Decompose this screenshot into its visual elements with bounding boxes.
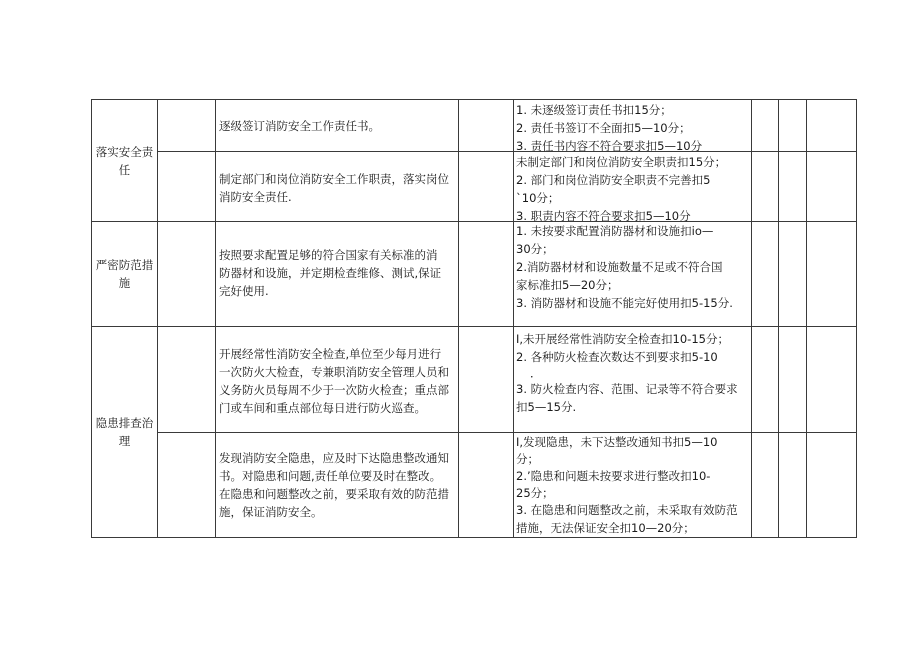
penalty-cell [514,330,752,430]
row-divider [157,432,857,433]
penalty-text: I,未开展经常性消防安全检查扣10-15分； [516,332,729,346]
column-divider [778,99,779,538]
penalty-cell [514,222,752,325]
penalty-text: 25分； [516,486,554,500]
penalty-cell [514,101,752,151]
category-cell [92,100,157,221]
category-cell [92,327,157,537]
penalty-text: 3. 消防器材和设施不能完好使用扣5-15分. [516,296,733,310]
requirement-cell [216,117,459,149]
penalty-text: ． [530,366,542,380]
category-label: 落实安全责 [95,144,154,159]
category-label: 理 [118,434,131,448]
penalty-text: 2. 责任书签订不全面扣5—10分； [516,121,691,135]
penalty-text: 2.消防器材材和设施数量不足或不符合国 [516,260,723,274]
requirement-text: 一次防火大检查，专兼职消防安全管理人员和 [219,365,449,379]
table-border-top [91,99,857,100]
penalty-cell [514,153,752,221]
requirement-text: 逐级签订消防安全工作责任书。 [219,119,380,133]
requirement-text: 制定部门和岗位消防安全工作职责，落实岗位 [219,172,449,186]
penalty-text: 1. 未逐级签订责任书扣15分； [516,103,672,117]
requirement-text: 开展经常性消防安全检查,单位至少每月进行 [219,347,442,361]
requirement-cell [216,170,459,218]
category-label: 严密防范措 [95,258,154,272]
penalty-text: 措施，无法保证安全扣10—20分； [516,521,695,535]
requirement-cell [216,345,459,425]
penalty-text: 分； [516,452,539,466]
penalty-text: 扣5—15分. [516,400,577,414]
penalty-text: 2.’隐患和问题未按要求进行整改扣10- [516,469,711,483]
category-label: 任 [118,162,131,177]
penalty-text: 30分； [516,242,554,256]
category-cell [92,222,157,326]
penalty-text: 3. 防火检查内容、范围、记录等不符合要求 [516,382,738,396]
penalty-text: 3. 责任书内容不符合要求扣5—10分 [516,139,703,151]
penalty-text: 2. 部门和岗位消防安全职责不完善扣5 [516,173,711,187]
penalty-cell [514,433,752,537]
category-label: 施 [118,276,131,290]
requirement-text: 在隐患和问题整改之前，要采取有效的防范措 [219,487,449,501]
requirement-cell [216,449,459,531]
penalty-text: 3. 职责内容不符合要求扣5—10分 [516,209,691,221]
column-divider [157,99,158,538]
penalty-text: 家标准扣5—20分； [516,278,619,292]
requirement-text: 义务防火员每周不少于一次防火检查；重点部 [219,383,449,397]
row-divider [157,151,857,152]
table-border-bottom [91,537,857,538]
column-divider [806,99,807,538]
requirement-text: 完好使用. [219,284,269,298]
penalty-text: I,发现隐患，未下达整改通知书扣5—10 [516,435,718,449]
penalty-text: 2. 各种防火检查次数达不到要求扣5-10 [516,350,718,364]
requirement-text: 门或车间和重点部位每日进行防火巡查。 [219,401,426,415]
penalty-text: `10分； [516,191,560,205]
requirement-text: 发现消防安全隐患，应及时下达隐患整改通知 [219,451,449,465]
requirement-text: 书。对隐患和问题,责任单位要及时在整改。 [219,469,442,483]
row-divider [91,326,857,327]
requirement-cell [216,246,459,306]
requirement-text: 按照要求配置足够的符合国家有关标准的消 [219,248,438,262]
requirement-text: 施，保证消防安全。 [219,505,323,519]
penalty-text: 1. 未按要求配置消防器材和设施扣io— [516,224,714,238]
requirement-text: 防器材和设施，并定期检查维修、测试,保证 [219,266,442,280]
table-border-right [856,99,857,538]
penalty-text: 3. 在隐患和问题整改之前，未采取有效防范 [516,503,738,517]
requirement-text: 消防安全责任. [219,190,292,204]
penalty-text: 未制定部门和岗位消防安全职责扣15分； [516,155,727,169]
category-label: 隐患排查治 [95,416,154,430]
